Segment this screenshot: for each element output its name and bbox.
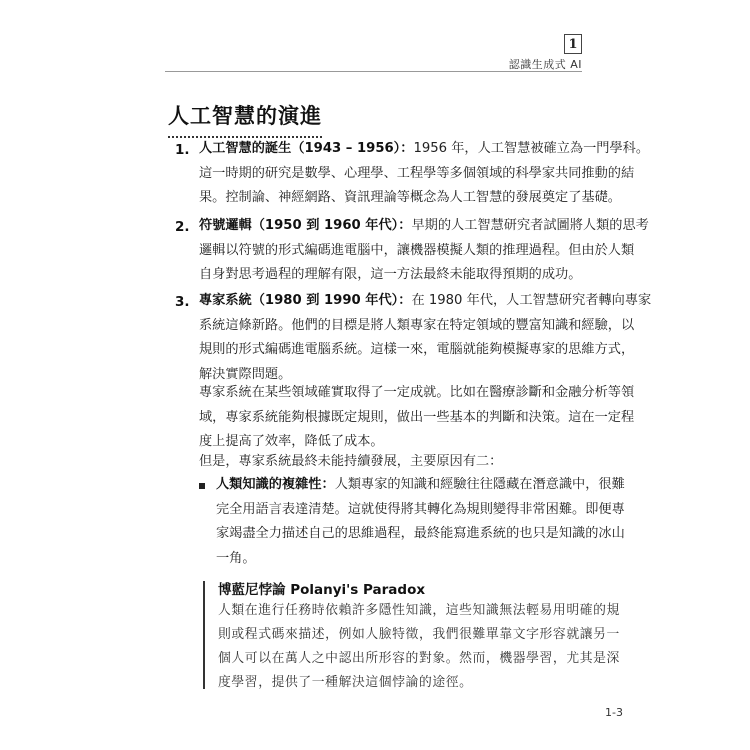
item-heading: 人工智慧的誕生（1943 – 1956）： — [199, 141, 414, 156]
list-item-3 — [199, 289, 651, 387]
item-line: 這一時期的研究是數學、心理學、工程學等多個領域的科學家共同推動的結 — [199, 165, 635, 181]
sidebar-line: 人類在進行任務時依賴許多隱性知識，這些知識無法輕易用明確的規 — [218, 603, 620, 618]
section-title: 人工智慧的演進 — [168, 100, 322, 138]
item-line: 規則的形式編碼進電腦系統。這樣一來，電腦就能夠模擬專家的思維方式， — [199, 342, 635, 357]
header-divider — [165, 71, 582, 72]
bullet-line: 人類專家的知識和經驗往往隱藏在潛意識中，很難 — [334, 477, 625, 492]
paragraph-line: 域，專家系統能夠根據既定規則，做出一些基本的判斷和決策。這在一定程 — [199, 409, 635, 425]
chapter-title: 認識生成式 AI — [508, 58, 582, 71]
sidebar-body — [218, 599, 620, 695]
item-line: 1956 年，人工智慧被確立為一門學科。 — [413, 141, 650, 156]
bullet-item — [216, 473, 625, 571]
item-line: 邏輯以符號的形式編碼進電腦中，讓機器模擬人類的推理過程。但由於人類 — [199, 242, 635, 258]
chapter-number-box — [564, 34, 582, 54]
sidebar-line: 個人可以在萬人之中認出所形容的對象。然而，機器學習，尤其是深 — [218, 651, 620, 666]
item-heading: 專家系統（1980 到 1990 年代）： — [199, 293, 412, 308]
paragraph-line: 專家系統在某些領域確實取得了一定成就。比如在醫療診斷和金融分析等領 — [199, 385, 635, 400]
expert-system-paragraph — [199, 381, 634, 455]
list-item-2 — [199, 214, 649, 288]
item-heading: 符號邏輯（1950 到 1960 年代）： — [199, 218, 412, 233]
item-line: 系統這條新路。他們的目標是將人類專家在特定領域的豐富知識和經驗，以 — [199, 317, 635, 333]
item-line: 早期的人工智慧研究者試圖將人類的思考 — [411, 218, 649, 233]
chapter-number: 1 — [568, 36, 578, 52]
item-line: 果。控制論、神經網路、資訊理論等概念為人工智慧的發展奠定了基礎。 — [199, 190, 621, 205]
followup-line: 但是，專家系統最終未能持續發展，主要原因有二： — [199, 454, 503, 469]
item-number: 3. — [175, 294, 190, 310]
bullet-line: 完全用語言表達清楚。這就使得將其轉化為規則變得非常困難。即便專 — [216, 501, 625, 517]
sidebar-accent-bar — [203, 581, 205, 689]
item-line: 自身對思考過程的理解有限，這一方法最終未能取得預期的成功。 — [199, 267, 582, 282]
sidebar-title: 博藍尼悖論 Polanyi's Paradox — [218, 582, 426, 598]
paragraph-line: 度上提高了效率，降低了成本。 — [199, 434, 384, 449]
item-line: 在 1980 年代，人工智慧研究者轉向專家 — [411, 293, 652, 308]
item-number: 2. — [175, 219, 190, 235]
item-number: 1. — [175, 142, 190, 158]
page-number: 1-3 — [605, 706, 623, 719]
sidebar-line: 則或程式碼來描述，例如人臉特徵，我們很難單靠文字形容就讓另一 — [218, 627, 620, 642]
bullet-line: 家竭盡全力描述自己的思維過程，最終能寫進系統的也只是知識的冰山 — [216, 526, 625, 541]
bullet-heading: 人類知識的複雜性： — [216, 477, 335, 492]
sidebar-line: 度學習，提供了一種解決這個悖論的途徑。 — [218, 675, 473, 690]
bullet-square-icon — [199, 483, 205, 489]
bullet-line: 一角。 — [216, 550, 256, 566]
item-line: 解決實際問題。 — [199, 366, 292, 382]
list-item-1 — [199, 137, 649, 211]
